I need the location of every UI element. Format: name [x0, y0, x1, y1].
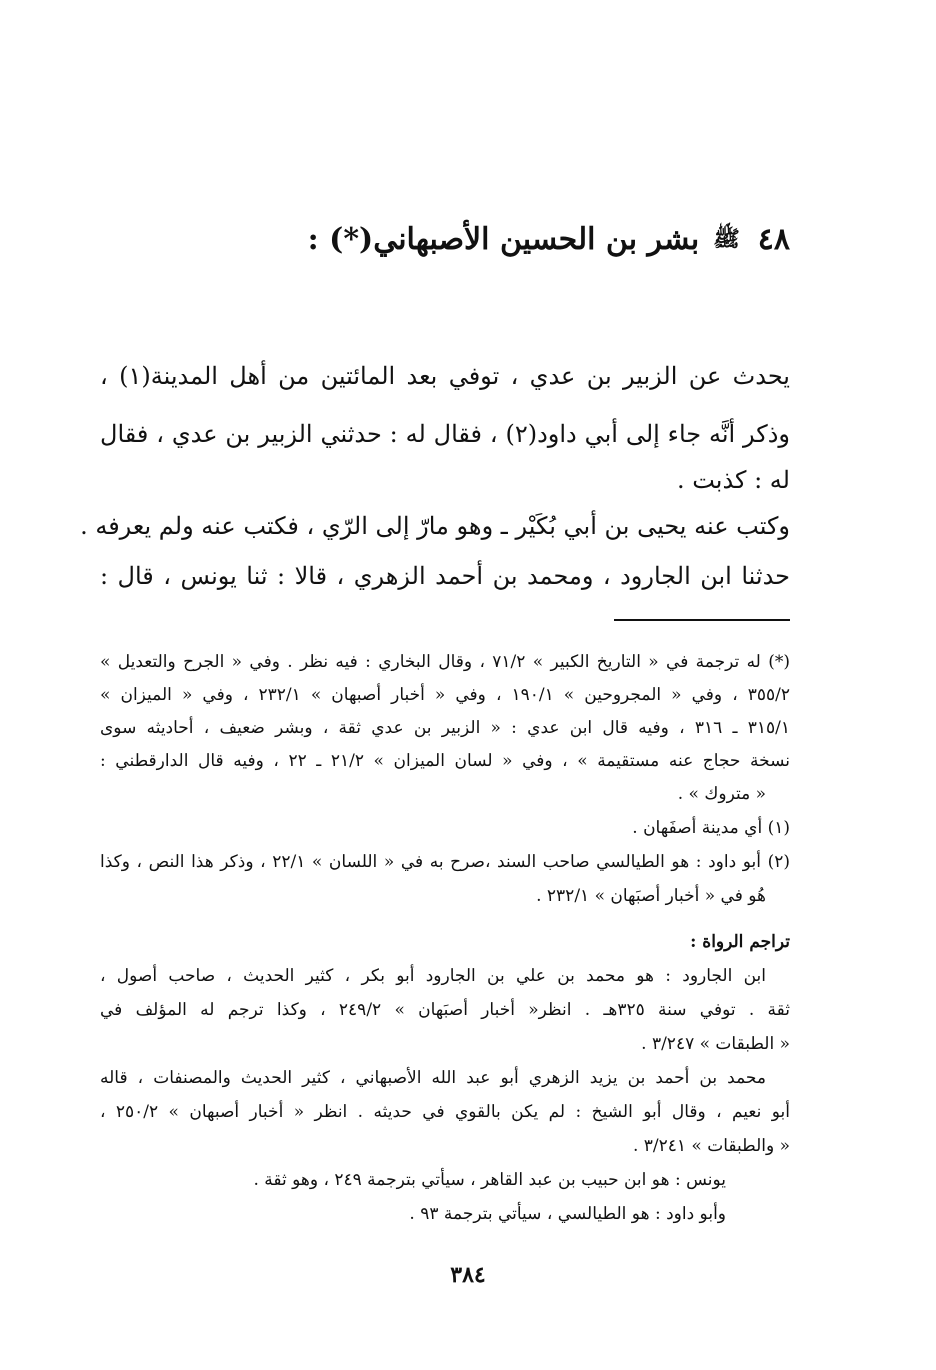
footnote-line: نسخة حجاج عنه مستقيمة » ، وفي « لسان الميزان » ٢١/٢ ـ ٢٢ ، وفيه قال الدارقطني :: [100, 751, 790, 771]
narrators-title: تراجم الرواة :: [690, 932, 790, 952]
narrator-line: ابن الجارود : هو محمد بن علي بن الجارود أبو بكر ، كثير الحديث ، صاحب أصول ،: [100, 966, 766, 986]
entry-number: ٤٨: [757, 222, 790, 257]
body-line: وذكر أنَّه جاء إلى أبي داود(٢) ، فقال له : حدثني الزبير بن عدي ، فقال: [100, 420, 790, 448]
narrator-line: وأبو داود : هو الطيالسي ، سيأتي بترجمة ٩٣ .: [409, 1204, 726, 1224]
entry-heading: [90, 222, 790, 257]
footnote-line: (*) له ترجمة في « التاريخ الكبير » ٧١/٢ ، وقال البخاري : فيه نظر . وفي « الجرح والتعديل »: [100, 652, 790, 672]
body-line: وكتب عنه يحيى بن أبي بُكَيْر ـ وهو مارّ إلى الرّي ، فكتب عنه ولم يعرفه .: [80, 512, 790, 540]
narrator-line: « الطبقات » ٣/٢٤٧ .: [641, 1034, 790, 1054]
narrator-line: « والطبقات » ٣/٢٤١ .: [632, 1136, 790, 1156]
body-line: حدثنا ابن الجارود ، ومحمد بن أحمد الزهري ، قالا : ثنا يونس ، قال :: [100, 562, 790, 590]
footnote-separator: [614, 619, 790, 621]
narrator-line: يونس : هو ابن حبيب بن عبد القاهر ، سيأتي بترجمة ٢٤٩ ، وهو ثقة .: [253, 1170, 726, 1190]
page-number: ٣٨٤: [450, 1262, 486, 1288]
narrator-line: أبو نعيم ، وقال أبو الشيخ : لم يكن بالقوي في حديثه . انظر « أخبار أصبهان » ٢٥٠/٢ ،: [100, 1102, 791, 1122]
footnote-line: (٢) أبو داود : هو الطيالسي صاحب السند ،صرح به في « اللسان » ٢٢/١ ، وذكر هذا النص ، وكذا: [100, 852, 790, 872]
narrator-line: محمد بن أحمد بن يزيد الزهري أبو عبد الله الأصبهاني ، كثير الحديث والمصنفات ، قاله: [100, 1068, 766, 1088]
salutation-mark: ﷺ: [713, 226, 740, 252]
footnote-line: (١) أي مدينة أصفَهان .: [632, 818, 790, 838]
footnote-line: « متروك » .: [677, 784, 766, 804]
narrator-line: ثقة . توفي سنة ٣٢٥هـ . انظر« أخبار أصبَهان » ٢٤٩/٢ ، وكذا ترجم له المؤلف في: [100, 1000, 790, 1020]
body-line: له : كذبت .: [676, 466, 790, 494]
body-line: يحدث عن الزبير بن عدي ، توفي بعد المائتين من أهل المدينة(١) ،: [100, 362, 790, 390]
footnote-line: ٣٥٥/٢ ، وفي « المجروحين » ١٩٠/١ ، وفي « أخبار أصبهان » ٢٣٢/١ ، وفي « الميزان »: [100, 685, 790, 705]
footnote-line: ٣١٥/١ ـ ٣١٦ ، وفيه قال ابن عدي : « الزبير بن عدي ثقة ، وبشر ضعيف ، أحاديثه سوى: [100, 718, 790, 738]
entry-title: بشر بن الحسين الأصبهاني(*) :: [307, 222, 700, 257]
footnote-line: هُو في « أخبار أصبَهان » ٢٣٢/١ .: [536, 886, 766, 906]
